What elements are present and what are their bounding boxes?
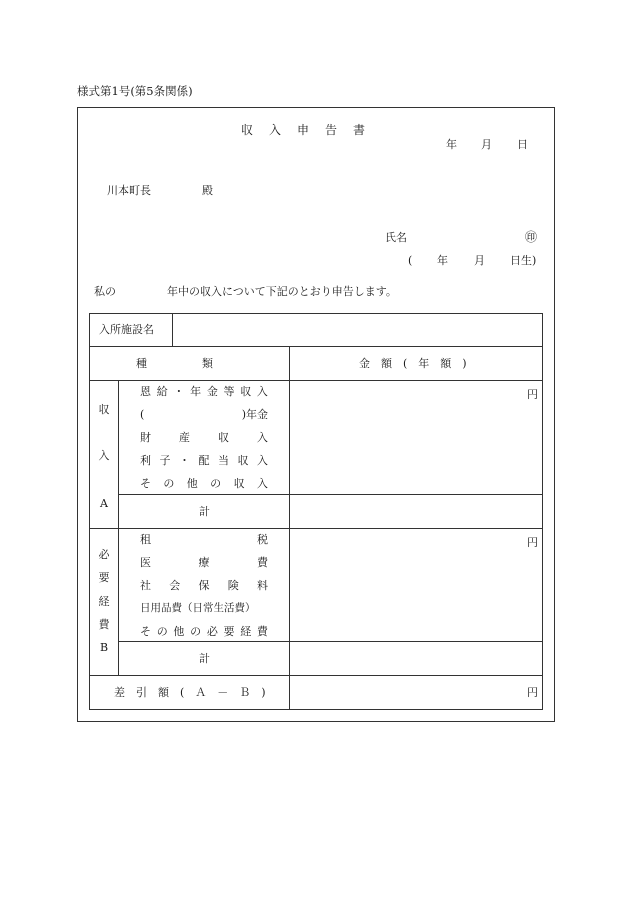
expense-section-label: B — [99, 641, 109, 654]
date-day: 日 — [517, 138, 528, 151]
birth-year: 年 — [437, 254, 448, 267]
header-type: 種 類 — [136, 357, 213, 370]
expense-section-label: 費 — [98, 618, 110, 631]
difference-label: 差 引 額 ( Ａ － Ｂ ) — [114, 686, 266, 699]
expense-item-insurance: 社 会 保 険 料 — [140, 579, 268, 592]
expense-item-medical: 医 療 費 — [140, 556, 268, 569]
form-number: 様式第1号(第5条関係) — [77, 84, 193, 98]
facility-label: 入所施設名 — [99, 323, 154, 336]
birth-open: ( — [408, 254, 413, 267]
section-divider — [118, 380, 119, 528]
income-unit: 円 — [527, 388, 538, 401]
statement-text: 年中の収入について下記のとおり申告します。 — [167, 285, 397, 298]
expense-item-tax: 租 税 — [140, 533, 268, 546]
expense-item-daily: 日用品費（日常生活費） — [140, 602, 256, 614]
income-table — [89, 313, 543, 710]
facility-divider — [172, 313, 173, 346]
income-item-other-pension: ( )年金 — [140, 408, 268, 421]
expense-unit: 円 — [527, 536, 538, 549]
statement-prefix: 私の — [94, 285, 116, 298]
income-section-label: A — [100, 497, 108, 510]
date-year: 年 — [446, 138, 457, 151]
birth-day: 日生) — [510, 254, 537, 267]
addressee-suffix: 殿 — [202, 184, 213, 197]
row-line — [89, 346, 543, 347]
income-item-interest: 利 子 ・ 配 当 収 入 — [140, 454, 268, 467]
expense-section-label: 経 — [98, 595, 110, 608]
header-amount: 金 額 ( 年 額 ) — [359, 357, 467, 370]
date-month: 月 — [481, 138, 492, 151]
income-section-label: 収 — [98, 403, 110, 416]
row-line — [118, 494, 543, 495]
seal-mark: ㊞ — [525, 230, 538, 244]
income-item-property: 財 産 収 入 — [140, 431, 268, 444]
applicant-name-label: 氏名 — [385, 231, 407, 244]
row-line — [89, 675, 543, 676]
income-item-pension: 恩 給 ・ 年 金 等 収 入 — [140, 385, 268, 398]
expense-total-label: 計 — [199, 652, 210, 665]
income-section-label: 入 — [98, 449, 110, 462]
addressee-name: 川本町長 — [107, 184, 151, 197]
expense-section-label: 必 — [98, 548, 110, 561]
expense-item-other: そ の 他 の 必 要 経 費 — [140, 625, 268, 638]
difference-unit: 円 — [527, 686, 538, 699]
income-item-other: そ の 他 の 収 入 — [140, 477, 268, 490]
expense-section-label: 要 — [98, 571, 110, 584]
row-line — [89, 380, 543, 381]
row-line — [118, 641, 543, 642]
form-title: 収 入 申 告 書 — [241, 123, 368, 137]
birth-month: 月 — [474, 254, 485, 267]
row-line — [89, 528, 543, 529]
section-divider — [118, 528, 119, 675]
income-total-label: 計 — [199, 505, 210, 518]
